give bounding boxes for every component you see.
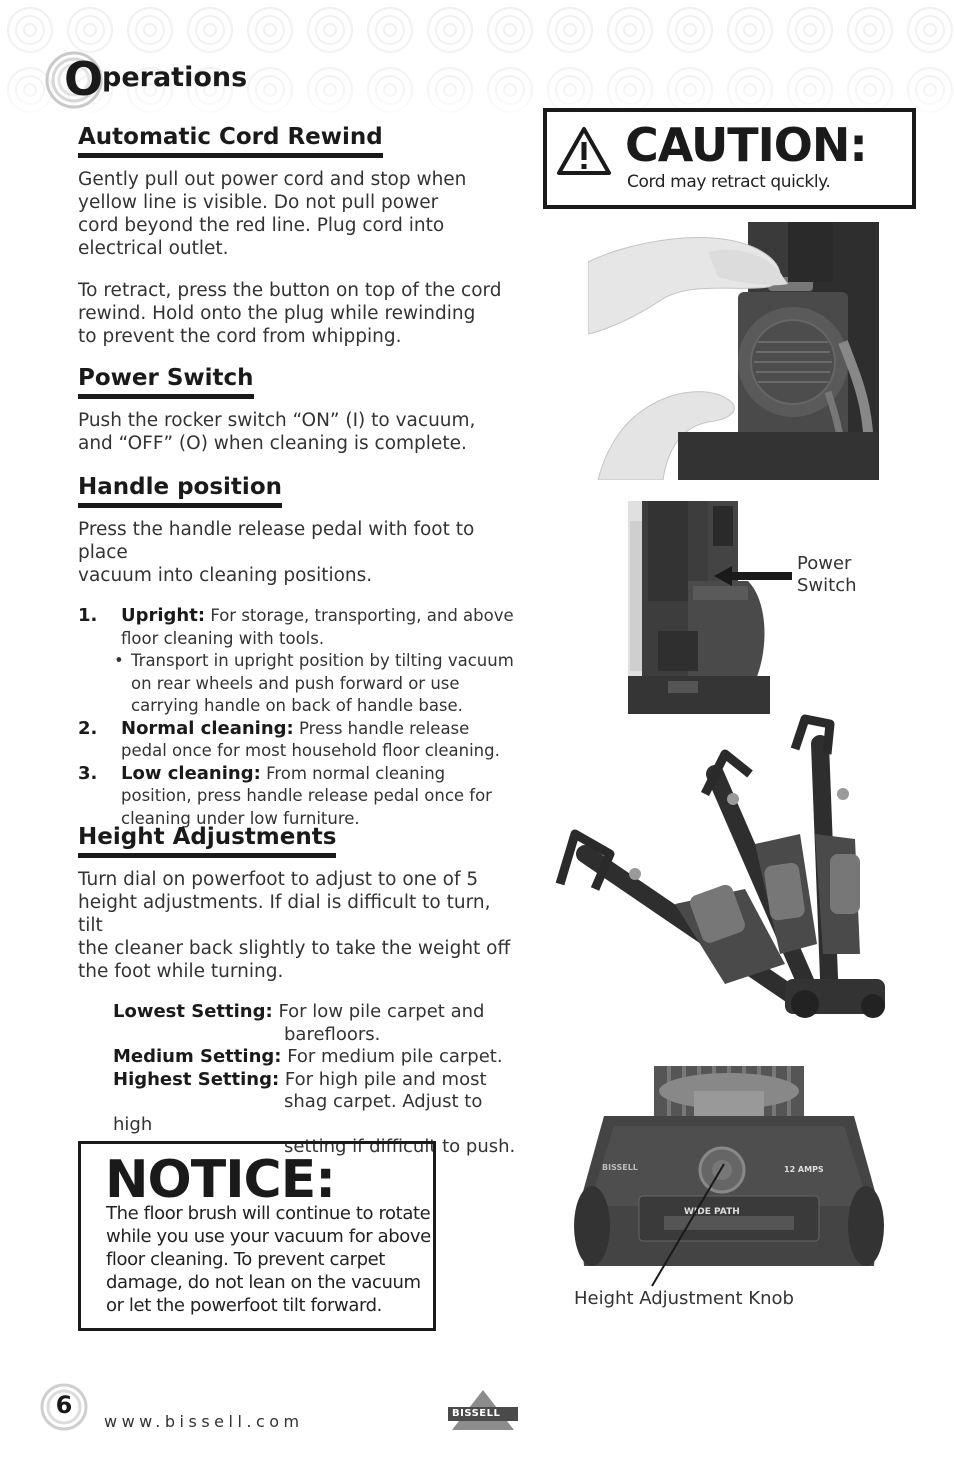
- page-number: 6: [40, 1383, 88, 1431]
- logo-text: BISSELL: [452, 1408, 501, 1419]
- setting-row: Lowest Setting: For low pile carpet and barefloors.: [113, 1001, 485, 1045]
- section-power-switch: [78, 365, 518, 455]
- section-title: Power Switch: [78, 365, 254, 399]
- paragraph: Turn dial on powerfoot to adjust to one of 5 height adjustments. If dial is difficult to turn, tilt the cleaner back slightly to take the weight off the foot while turning.: [78, 869, 511, 982]
- paragraph: Gently pull out power cord and stop when yellow line is visible. Do not pull power cord beyond the red line. Plug cord into electrical outlet.: [78, 169, 467, 259]
- vacuum-height-knob-illustration: [574, 1066, 884, 1270]
- setting-row: Highest Setting: For high pile and most shag carpet. Adjust to high setting if difficult to push.: [113, 1068, 516, 1157]
- section-handle-position: [78, 474, 518, 830]
- notice-text: The floor brush will continue to rotate while you use your vacuum for above floor cleaning. To prevent carpet damage, do not lean on the vacuum or let the powerfoot tilt forward.: [106, 1203, 431, 1316]
- photo-height-knob: [574, 1066, 884, 1270]
- photo-cord-rewind: [588, 222, 879, 480]
- section-title: Automatic Cord Rewind: [78, 124, 383, 158]
- height-knob-label: Height Adjustment Knob: [574, 1288, 794, 1309]
- section-cord-rewind: [78, 124, 518, 348]
- setting-row: Medium Setting: For medium pile carpet.: [113, 1046, 503, 1067]
- caution-text: Cord may retract quickly.: [627, 172, 831, 192]
- vacuum-power-switch-illustration: [628, 501, 770, 718]
- section-title: Height Adjustments: [78, 824, 336, 858]
- caution-title: CAUTION:: [625, 118, 867, 172]
- list-item: 3. Low cleaning: From normal cleaning position, press handle release pedal once for cleaning under low furniture.: [78, 762, 492, 828]
- section-height-adjustments: [78, 824, 518, 1159]
- page-title: perations: [102, 62, 248, 93]
- paragraph: Push the rocker switch “ON” (I) to vacuum, and “OFF” (O) when cleaning is complete.: [78, 410, 476, 454]
- vacuum-brand-text: BISSELL: [602, 1163, 638, 1172]
- caution-box: [543, 108, 916, 209]
- notice-box: [78, 1141, 436, 1331]
- warning-icon: [556, 126, 612, 176]
- vacuum-cord-rewind-illustration: [588, 222, 879, 480]
- arrow-left-icon: [714, 566, 792, 586]
- position-list: [78, 605, 518, 830]
- amps-text: 12 AMPS: [784, 1165, 824, 1174]
- list-item: 1. Upright: For storage, transporting, and above floor cleaning with tools.: [78, 605, 514, 648]
- wide-path-text: WIDE PATH: [684, 1207, 740, 1217]
- vacuum-handle-positions-illustration: [555, 714, 891, 1022]
- photo-handle-positions: [555, 714, 891, 1022]
- knob-pointer-line: [648, 1160, 728, 1290]
- paragraph: Press the handle release pedal with foot to place vacuum into cleaning positions.: [78, 519, 475, 586]
- paragraph: To retract, press the button on top of the cord rewind. Hold onto the plug while rewinding to prevent the cord from whipping.: [78, 280, 502, 347]
- website-url: www.bissell.com: [104, 1412, 304, 1431]
- settings-list: [113, 1001, 518, 1159]
- list-bullet: • Transport in upright position by tilting vacuum on rear wheels and push forward or use carrying handle on back of handle base.: [114, 651, 514, 715]
- power-switch-label: Power Switch: [797, 553, 857, 596]
- list-item: 2. Normal cleaning: Press handle release pedal once for most household floor cleaning.: [78, 717, 500, 760]
- photo-power-switch: [628, 501, 770, 718]
- section-title: Handle position: [78, 474, 282, 508]
- brand-logo: [448, 1388, 518, 1433]
- header-initial: O: [64, 52, 104, 106]
- notice-title: NOTICE:: [105, 1150, 336, 1210]
- header-swirl-pattern: [0, 0, 954, 120]
